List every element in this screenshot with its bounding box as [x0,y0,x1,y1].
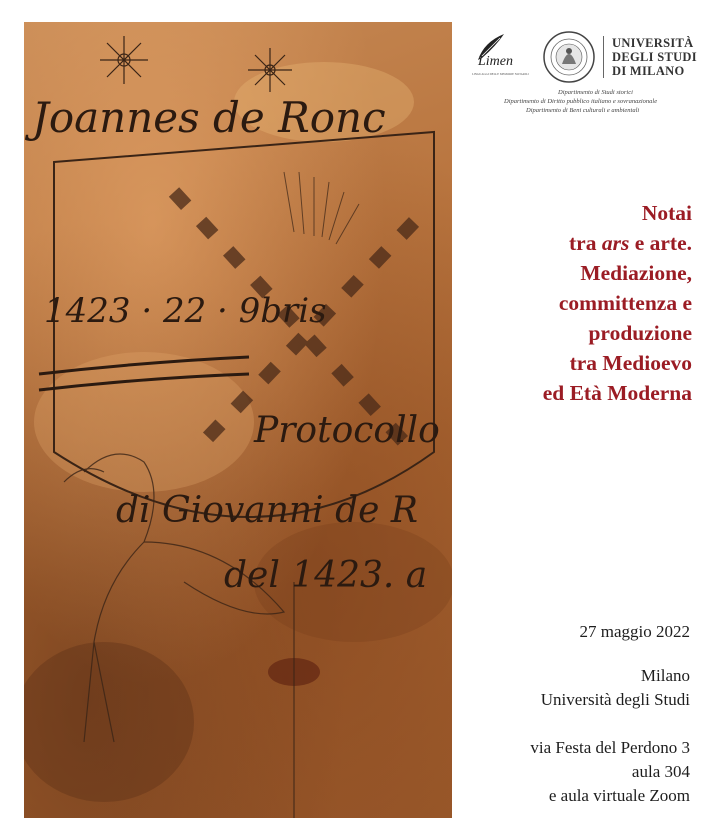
event-virtual-room: e aula virtuale Zoom [548,786,690,805]
title-line-5: produzione [588,321,692,345]
logos-header [470,30,700,90]
title-line-1: Notai [641,201,692,225]
event-institution: Università degli Studi [540,690,690,709]
title-line-4: committenza e [558,291,692,315]
title-line-3: Mediazione, [580,261,692,285]
event-address: via Festa del Perdono 3 [530,738,690,757]
manuscript-image [24,22,452,818]
manuscript-drawing [24,22,452,818]
department-3: Dipartimento di Beni culturali e ambientali [526,107,640,114]
limen-name: Limen [478,54,513,69]
manuscript-line-5: del 1423. a [224,555,428,596]
title-line-2-pre: tra [569,231,602,255]
manuscript-line-4: di Giovanni de R [116,490,418,531]
university-seal [542,30,596,84]
event-room: aula 304 [631,762,690,781]
university-name-line-1: UNIVERSITÀ [612,36,694,50]
manuscript-line-1: Joannes de Ronc [32,93,386,142]
event-title [442,198,692,408]
event-info [450,620,690,808]
title-line-2-em: ars [601,231,630,255]
title-line-7: ed Età Moderna [542,381,692,405]
title-line-2 [442,228,692,258]
department-2: Dipartimento di Diritto pubblico italiano e sovranazionale [504,98,658,105]
university-name-line-3: DI MILANO [612,64,685,78]
department-1: Dipartimento di Studi storici [558,89,633,96]
limen-subtitle: LINGUAGGI DELLE MEMORIE NOTARILI [472,72,529,76]
title-line-6: tra Medioevo [569,351,692,375]
manuscript-line-3: Protocollo [254,410,440,451]
university-name [612,36,702,78]
departments-list [486,88,686,115]
logo-divider [603,36,604,78]
event-date: 27 maggio 2022 [579,622,690,641]
title-line-2-post: e arte. [629,231,692,255]
university-name-line-2: DEGLI STUDI [612,50,697,64]
event-city: Milano [640,666,690,685]
manuscript-line-2: 1423 · 22 · 9bris [44,291,327,331]
limen-logo [470,32,532,82]
